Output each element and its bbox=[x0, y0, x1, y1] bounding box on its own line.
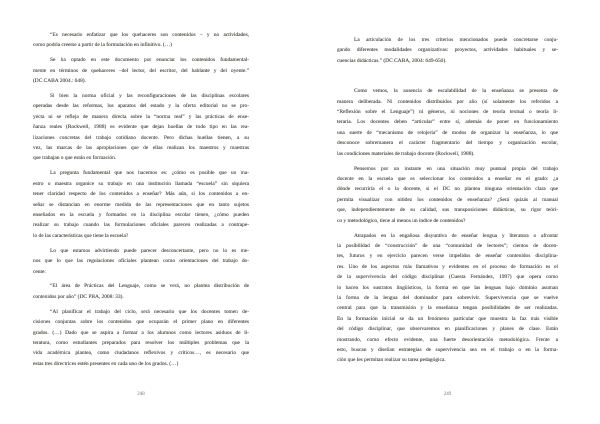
text-line: mente en términos de quehaceres –del lector, del escritor, del hablante y del oyente.” bbox=[33, 67, 249, 74]
page-number-left: 248 bbox=[137, 392, 145, 397]
text-line: central para que la transmisión y la enseñanza tengan posibilidades de ser realizadas. bbox=[337, 305, 558, 312]
paragraph bbox=[33, 307, 249, 369]
text-line: lo hacen los sustratos lingüísticos, la forma en que las lenguas bajo dominio asuman bbox=[337, 284, 558, 291]
text-line: teraria. Los docentes deben “articular” entre sí, además de poner en funcionamiento bbox=[337, 119, 558, 126]
text-line: desconoce sobremanera el carácter fragmentario del tiempo y organización escolar, bbox=[337, 140, 558, 147]
text-line: dónde recurriría el o la docente, si el DC no plantea ninguna orientación clara que bbox=[337, 186, 558, 193]
text-line: vez, las marcas de las apropiaciones que de ellas realizan los maestros y maestras bbox=[33, 145, 249, 152]
text-line: enseñados en la escuela y formados en la disciplina escolar tienen, ¿cómo pueden bbox=[33, 212, 249, 218]
paragraph bbox=[33, 30, 249, 51]
paragraph bbox=[33, 55, 249, 86]
text-line: La pregunta fundamental que nos hacemos es: ¿cómo es posible que un ma- bbox=[50, 170, 249, 177]
paragraph bbox=[33, 91, 249, 164]
text-line: res. Uno de los aspectos más llamativos y evidentes en el proceso de formación es el bbox=[337, 263, 558, 270]
text-line: “Al planificar el trabajo del ciclo, será necesario que los docentes tomen de- bbox=[50, 308, 249, 315]
text-line: tener claridad respecto de los contenidos a enseñar? Más aún, si los contenidos a en- bbox=[33, 191, 249, 198]
text-line: Si bien la norma oficial y las reconfiguraciones de las disciplinas escolares bbox=[50, 93, 249, 100]
text-line: “El área de Prácticas del Lenguaje, como se verá, no plantea distribución de bbox=[50, 283, 249, 290]
text-line: Pensemos por un instante en una situación muy puntual propia del trabajo bbox=[354, 165, 558, 172]
text-line: que trabajan o que están en formación. bbox=[33, 155, 117, 162]
text-line: Atrapados en la engañosa disyuntiva de enseñar lengua y literatura o afrontar bbox=[354, 232, 558, 239]
text-line: vida académica plantea, como ciudadanos reflexivos y críticos…, es necesario que bbox=[33, 350, 249, 357]
text-line: que, independientemente de su calidad, sus transposiciones didácticas, su rigor teóri- bbox=[337, 207, 558, 214]
text-line: La articulación de los tres criterios mencionados puede concretarse conju- bbox=[354, 37, 558, 43]
text-line: En la formación inicial se da un fenómeno particular que muestra la faz más visible bbox=[337, 315, 558, 322]
text-line: Se ha optado en este documento por enunciar los contenidos fundamental- bbox=[50, 57, 249, 64]
text-line: señar se distancian en enorme medida de las representaciones que en tanto sujetos bbox=[33, 201, 249, 208]
text-line: “Reflexión sobre el Lenguaje”) ni géneros, ni nociones de teoría textual o teoría li- bbox=[337, 109, 558, 116]
page-number-right: 249 bbox=[443, 392, 452, 397]
text-line: cisiones conjuntas sobre los contenidos que ocuparán el primer plano en diferentes bbox=[33, 319, 249, 326]
text-line: (DC CABA 2004.: 648). bbox=[33, 78, 86, 85]
text-line: gando diferentes modalidades organizativas: proyectos, actividades habituales y se- bbox=[337, 47, 558, 54]
text-line: grados. (…) Dado que se aspira a formar a los alumnos como lectores asiduos de li- bbox=[33, 329, 249, 336]
text-line: realizar su trabajo cuando las formulaciones oficiales parecen realizadas a contrape- bbox=[33, 222, 249, 229]
text-line: cuencias didácticas.” (DC CABA, 2004: 649-650). bbox=[337, 57, 447, 64]
text-line: estas tres directrices estén presentes en cada uno de los grados. (…) bbox=[33, 360, 179, 367]
paragraph bbox=[337, 164, 558, 226]
text-line: ción que les permitan realizar su tarea pedagógica. bbox=[337, 357, 446, 364]
text-line: teratura, como estudiantes preparados para resolver los múltiples problemas que la bbox=[33, 339, 249, 346]
right-page bbox=[300, 0, 600, 424]
paragraph bbox=[337, 231, 558, 366]
text-line: “Es necesario enfatizar que los quehaceres son contenidos – y no actividades, bbox=[50, 32, 249, 38]
text-line: co y metodológico, tiene al menos un índice de contenidos? bbox=[337, 217, 466, 224]
text-line: del código disciplinar, que observaremos en planificaciones y planes de clase. Están bbox=[337, 326, 558, 333]
text-line: esto, buscan y diseñan estrategias de supervivencia sea en el trabajo o en la forma- bbox=[337, 346, 558, 353]
text-line: cente: bbox=[33, 268, 46, 275]
paragraph bbox=[33, 246, 249, 277]
text-line: lo de las características que tiene la escuela? bbox=[33, 232, 129, 239]
text-line: docente en la escuela que es seleccionar los contenidos a enseñar en el grado: ¿a bbox=[337, 175, 558, 182]
text-line: como podría creerse a partir de la formulación en infinitivo. (…) bbox=[33, 42, 172, 49]
text-line: de la supervivencia del código disciplinar (Cuesta Fernández, 1997) que opera como bbox=[337, 274, 558, 281]
text-line: yecta ni se refleja de manera directa sobre la “norma real” y las prácticas de ense- bbox=[33, 113, 249, 120]
text-line: una suerte de “mecanismo de relojería” de modos de organizar la enseñanza, lo que bbox=[337, 129, 558, 136]
paragraph bbox=[33, 168, 249, 241]
text-line: lizaciones concretas del trabajo cotidiano docente. Pero dichas huellas tienen, a su bbox=[33, 134, 249, 141]
right-page-text bbox=[337, 35, 558, 370]
text-line: contenidos por año” (DC PBA, 2008: 33). bbox=[33, 293, 124, 300]
text-line: nos que lo que las regulaciones oficiales plantean como orientaciones del trabajo do- bbox=[33, 258, 249, 265]
text-line: estro o maestra organice su trabajo en una institución llamada “escuela” sin siquiera bbox=[33, 180, 249, 187]
text-line: operadas desde las reformas, los aparatos del estado y la oferta editorial no se pro- bbox=[33, 103, 249, 110]
text-line: ñanza reales (Rockwell, 1988) es evidente que dejan huellas de todo tipo en las rea- bbox=[33, 124, 249, 131]
text-line: Lo que estamos advirtiendo puede parecer desconcertante, pero no lo es me- bbox=[50, 247, 249, 254]
text-line: las condiciones materiales de trabajo docente (Rockwell, 1988). bbox=[337, 150, 475, 157]
text-line: la posibilidad de “construcción” de una “comunidad de lectores”; cientos de docen- bbox=[337, 242, 558, 249]
paragraph bbox=[337, 86, 558, 159]
text-line: tes, futuros y en ejercicio parecen verse impelidos de enseñar contenidos disciplina- bbox=[337, 253, 558, 260]
text-line: permita visualizar con nitidez los contenidos de enseñanza? ¿Será quizás al manual bbox=[337, 196, 558, 203]
text-line: mostrando, como efecto evidente, una fuerte desorientación metodológica. Frente a bbox=[337, 336, 558, 343]
left-page-text bbox=[33, 30, 249, 374]
text-line: manera deliberada. Ni contenidos distribuidos por año (sí solamente los referidos a bbox=[337, 98, 558, 105]
paragraph bbox=[337, 35, 558, 66]
text-line: la forma de la lengua del dominador para sobrevivir. Supervivencia que se vuelve bbox=[337, 294, 558, 301]
text-line: Como vemos, la ausencia de escalabilidad de la enseñanza se presenta de bbox=[354, 88, 558, 95]
paragraph bbox=[33, 281, 249, 302]
